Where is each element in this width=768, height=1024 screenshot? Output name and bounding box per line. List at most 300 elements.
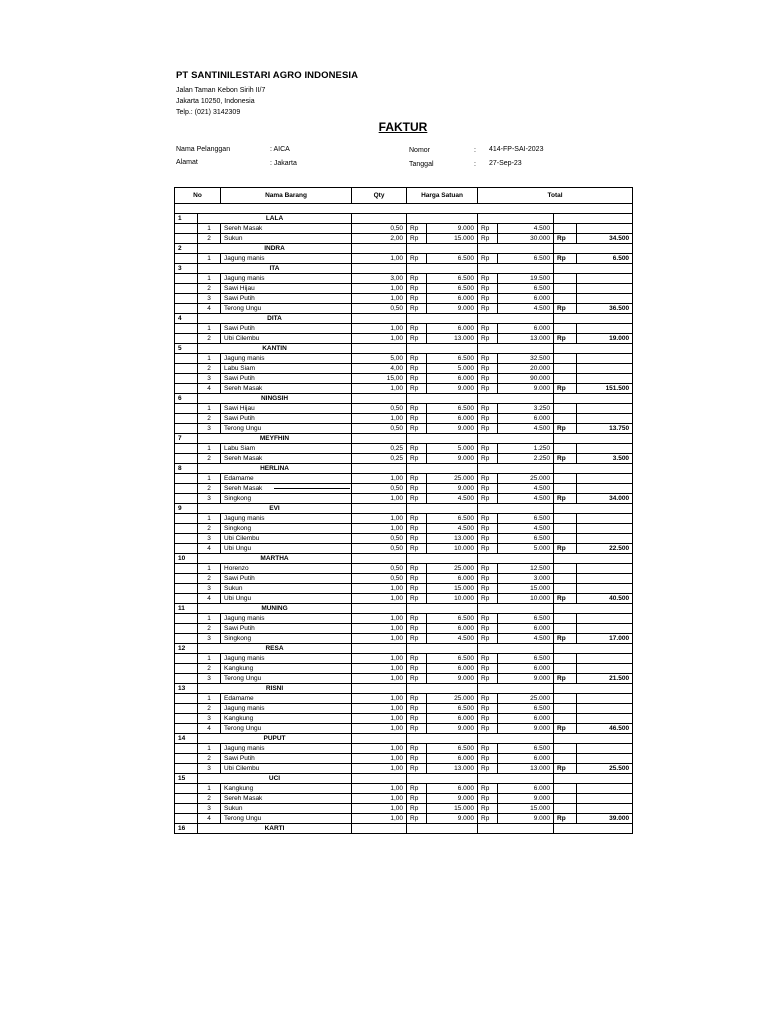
item-qty: 0,25 <box>352 444 407 454</box>
customer-group-row <box>175 824 633 834</box>
table-row <box>175 384 633 394</box>
empty-cell <box>175 544 198 554</box>
table-row <box>175 514 633 524</box>
item-qty: 0,50 <box>352 404 407 414</box>
item-amount: 90.000 <box>498 374 554 384</box>
empty-cell <box>175 614 198 624</box>
item-name: Singkong <box>221 634 352 644</box>
empty-cell <box>577 614 633 624</box>
item-unit-price: 6.500 <box>427 404 478 414</box>
empty-cell <box>478 394 554 404</box>
currency-label: Rp <box>407 634 427 644</box>
currency-label: Rp <box>407 534 427 544</box>
item-qty: 5,00 <box>352 354 407 364</box>
customer-name: RISNI <box>198 684 352 694</box>
empty-cell <box>554 324 577 334</box>
table-row <box>175 804 633 814</box>
customer-group-row <box>175 504 633 514</box>
currency-label: Rp <box>407 234 427 244</box>
empty-cell <box>175 804 198 814</box>
group-number: 2 <box>175 244 198 254</box>
item-qty: 1,00 <box>352 524 407 534</box>
item-number: 1 <box>198 784 221 794</box>
item-amount: 6.000 <box>498 664 554 674</box>
group-total: 19.000 <box>577 334 633 344</box>
customer-value: : AICA <box>270 146 290 153</box>
item-qty: 1,00 <box>352 654 407 664</box>
currency-label: Rp <box>407 664 427 674</box>
empty-cell <box>407 824 478 834</box>
item-unit-price: 6.500 <box>427 254 478 264</box>
item-amount: 9.000 <box>498 724 554 734</box>
currency-label: Rp <box>407 284 427 294</box>
item-unit-price: 9.000 <box>427 484 478 494</box>
item-qty: 1,00 <box>352 724 407 734</box>
empty-cell <box>175 704 198 714</box>
item-name: Kangkung <box>221 714 352 724</box>
item-amount: 15.000 <box>498 804 554 814</box>
empty-cell <box>554 804 577 814</box>
empty-cell <box>175 814 198 824</box>
item-unit-price: 25.000 <box>427 564 478 574</box>
item-qty: 1,00 <box>352 324 407 334</box>
invoice-table-body <box>175 204 633 834</box>
empty-cell <box>352 264 407 274</box>
currency-label: Rp <box>407 764 427 774</box>
currency-label: Rp <box>478 754 498 764</box>
currency-label: Rp <box>407 254 427 264</box>
item-amount: 4.500 <box>498 484 554 494</box>
item-qty: 1,00 <box>352 624 407 634</box>
currency-label: Rp <box>407 424 427 434</box>
empty-cell <box>175 294 198 304</box>
item-number: 3 <box>198 374 221 384</box>
item-number: 1 <box>198 564 221 574</box>
item-unit-price: 6.500 <box>427 514 478 524</box>
currency-label: Rp <box>407 404 427 414</box>
item-amount: 4.500 <box>498 424 554 434</box>
company-address-line-1: Jalan Taman Kebon Sirih II/7 <box>176 87 266 94</box>
empty-cell <box>352 644 407 654</box>
item-unit-price: 15.000 <box>427 234 478 244</box>
table-row <box>175 694 633 704</box>
currency-label: Rp <box>478 404 498 414</box>
empty-cell <box>407 684 478 694</box>
empty-cell <box>554 474 577 484</box>
empty-cell <box>554 354 577 364</box>
group-number: 6 <box>175 394 198 404</box>
currency-label: Rp <box>407 444 427 454</box>
empty-cell <box>478 464 554 474</box>
item-name: Terong Ungu <box>221 424 352 434</box>
item-qty: 1,00 <box>352 744 407 754</box>
item-number: 2 <box>198 524 221 534</box>
currency-label: Rp <box>478 574 498 584</box>
empty-cell <box>577 484 633 494</box>
item-qty: 1,00 <box>352 594 407 604</box>
empty-cell <box>175 484 198 494</box>
currency-label: Rp <box>407 334 427 344</box>
empty-cell <box>175 534 198 544</box>
item-name: Sereh Masak <box>221 384 352 394</box>
empty-cell <box>175 714 198 724</box>
item-name: Kangkung <box>221 664 352 674</box>
currency-label: Rp <box>407 224 427 234</box>
empty-cell <box>175 384 198 394</box>
table-row <box>175 664 633 674</box>
empty-cell <box>577 564 633 574</box>
item-qty: 1,00 <box>352 784 407 794</box>
currency-label: Rp <box>407 364 427 374</box>
group-number: 5 <box>175 344 198 354</box>
customer-name: MEYFHIN <box>198 434 352 444</box>
item-amount: 6.500 <box>498 654 554 664</box>
empty-cell <box>478 344 554 354</box>
empty-cell <box>577 694 633 704</box>
item-amount: 4.500 <box>498 304 554 314</box>
item-name: Ubi Cilembu <box>221 534 352 544</box>
empty-cell <box>407 344 478 354</box>
currency-label: Rp <box>407 724 427 734</box>
item-qty: 1,00 <box>352 254 407 264</box>
item-number: 1 <box>198 274 221 284</box>
currency-label: Rp <box>407 714 427 724</box>
currency-label: Rp <box>478 444 498 454</box>
currency-label: Rp <box>407 744 427 754</box>
currency-label: Rp <box>478 704 498 714</box>
item-name: Terong Ungu <box>221 304 352 314</box>
empty-cell <box>175 594 198 604</box>
item-amount: 9.000 <box>498 794 554 804</box>
company-phone: Telp.: (021) 3142309 <box>176 109 241 116</box>
table-row <box>175 544 633 554</box>
item-amount: 6.500 <box>498 284 554 294</box>
empty-cell <box>175 784 198 794</box>
item-name: Sawi Putih <box>221 574 352 584</box>
item-unit-price: 6.500 <box>427 354 478 364</box>
item-amount: 6.000 <box>498 714 554 724</box>
item-number: 3 <box>198 294 221 304</box>
customer-group-row <box>175 264 633 274</box>
item-unit-price: 6.000 <box>427 624 478 634</box>
item-amount: 9.000 <box>498 384 554 394</box>
currency-label: Rp <box>478 474 498 484</box>
table-row <box>175 524 633 534</box>
item-unit-price: 10.000 <box>427 594 478 604</box>
item-number: 3 <box>198 424 221 434</box>
item-number: 4 <box>198 594 221 604</box>
customer-name: DITA <box>198 314 352 324</box>
empty-cell <box>554 734 633 744</box>
item-number: 4 <box>198 724 221 734</box>
empty-cell <box>554 514 577 524</box>
empty-cell <box>175 254 198 264</box>
company-header <box>176 70 358 118</box>
item-unit-price: 6.000 <box>427 784 478 794</box>
group-total: 46.500 <box>577 724 633 734</box>
currency-label: Rp <box>478 544 498 554</box>
empty-cell <box>554 744 577 754</box>
item-qty: 0,50 <box>352 574 407 584</box>
empty-cell <box>175 454 198 464</box>
empty-cell <box>175 374 198 384</box>
group-number: 4 <box>175 314 198 324</box>
group-number: 1 <box>175 214 198 224</box>
item-unit-price: 6.000 <box>427 714 478 724</box>
empty-cell <box>554 284 577 294</box>
item-number: 1 <box>198 354 221 364</box>
currency-label: Rp <box>478 324 498 334</box>
empty-cell <box>554 644 633 654</box>
table-header-row <box>175 188 633 204</box>
empty-cell <box>407 214 478 224</box>
currency-label: Rp <box>478 334 498 344</box>
empty-cell <box>554 694 577 704</box>
empty-cell <box>554 794 577 804</box>
item-unit-price: 9.000 <box>427 304 478 314</box>
empty-cell <box>407 554 478 564</box>
currency-label: Rp <box>407 294 427 304</box>
group-number: 16 <box>175 824 198 834</box>
currency-label: Rp <box>554 814 577 824</box>
empty-cell <box>554 534 577 544</box>
currency-label: Rp <box>478 664 498 674</box>
currency-label: Rp <box>554 724 577 734</box>
currency-label: Rp <box>478 764 498 774</box>
currency-label: Rp <box>478 234 498 244</box>
item-name: Jagung manis <box>221 254 352 264</box>
currency-label: Rp <box>407 454 427 464</box>
empty-cell <box>577 664 633 674</box>
currency-label: Rp <box>478 494 498 504</box>
empty-cell <box>175 494 198 504</box>
empty-cell <box>407 244 478 254</box>
empty-cell <box>352 504 407 514</box>
invoice-table <box>174 187 633 834</box>
item-name: Jagung manis <box>221 744 352 754</box>
empty-cell <box>577 794 633 804</box>
item-amount: 10.000 <box>498 594 554 604</box>
currency-label: Rp <box>554 674 577 684</box>
empty-cell <box>554 614 577 624</box>
empty-cell <box>175 324 198 334</box>
empty-cell <box>175 764 198 774</box>
item-amount: 30.000 <box>498 234 554 244</box>
item-number: 1 <box>198 224 221 234</box>
item-number: 4 <box>198 814 221 824</box>
item-amount: 32.500 <box>498 354 554 364</box>
currency-label: Rp <box>407 304 427 314</box>
empty-cell <box>577 224 633 234</box>
currency-label: Rp <box>478 534 498 544</box>
item-amount: 25.000 <box>498 694 554 704</box>
item-amount: 4.500 <box>498 224 554 234</box>
company-address-line-2: Jakarta 10250, Indonesia <box>176 98 255 105</box>
table-row <box>175 784 633 794</box>
empty-cell <box>577 524 633 534</box>
item-number: 3 <box>198 634 221 644</box>
item-qty: 1,00 <box>352 704 407 714</box>
item-unit-price: 9.000 <box>427 814 478 824</box>
currency-label: Rp <box>554 544 577 554</box>
item-unit-price: 6.000 <box>427 664 478 674</box>
table-row <box>175 564 633 574</box>
item-number: 2 <box>198 574 221 584</box>
item-number: 3 <box>198 714 221 724</box>
group-total: 21.500 <box>577 674 633 684</box>
item-name: Sukun <box>221 584 352 594</box>
currency-label: Rp <box>407 594 427 604</box>
empty-cell <box>554 264 633 274</box>
empty-cell <box>407 434 478 444</box>
item-qty: 1,00 <box>352 674 407 684</box>
customer-name: INDRA <box>198 244 352 254</box>
empty-cell <box>554 314 633 324</box>
empty-cell <box>478 244 554 254</box>
customer-name: ITA <box>198 264 352 274</box>
item-qty: 1,00 <box>352 814 407 824</box>
empty-cell <box>175 574 198 584</box>
item-unit-price: 5.000 <box>427 444 478 454</box>
customer-name: LALA <box>198 214 352 224</box>
empty-cell <box>352 554 407 564</box>
item-amount: 5.000 <box>498 544 554 554</box>
table-row <box>175 574 633 584</box>
item-number: 1 <box>198 654 221 664</box>
item-unit-price: 13.000 <box>427 764 478 774</box>
item-qty: 1,00 <box>352 334 407 344</box>
item-amount: 6.000 <box>498 784 554 794</box>
empty-cell <box>478 504 554 514</box>
item-amount: 13.000 <box>498 764 554 774</box>
table-row <box>175 614 633 624</box>
currency-label: Rp <box>478 354 498 364</box>
empty-cell <box>577 784 633 794</box>
group-total: 17.000 <box>577 634 633 644</box>
item-unit-price: 13.000 <box>427 534 478 544</box>
table-row <box>175 444 633 454</box>
empty-cell <box>175 474 198 484</box>
empty-cell <box>554 414 577 424</box>
item-unit-price: 25.000 <box>427 474 478 484</box>
empty-cell <box>577 654 633 664</box>
item-amount: 4.500 <box>498 634 554 644</box>
currency-label: Rp <box>478 744 498 754</box>
empty-cell <box>407 394 478 404</box>
item-unit-price: 9.000 <box>427 724 478 734</box>
empty-cell <box>577 534 633 544</box>
spacer-row <box>175 204 633 214</box>
item-name: Labu Siam <box>221 444 352 454</box>
currency-label: Rp <box>407 804 427 814</box>
customer-group-row <box>175 684 633 694</box>
currency-label: Rp <box>407 614 427 624</box>
currency-label: Rp <box>407 794 427 804</box>
currency-label: Rp <box>407 584 427 594</box>
empty-cell <box>175 664 198 674</box>
currency-label: Rp <box>478 224 498 234</box>
currency-label: Rp <box>478 254 498 264</box>
document-title: FAKTUR <box>378 120 428 134</box>
customer-name: MARTHA <box>198 554 352 564</box>
item-qty: 1,00 <box>352 584 407 594</box>
item-amount: 12.500 <box>498 564 554 574</box>
item-qty: 1,00 <box>352 714 407 724</box>
item-qty: 1,00 <box>352 804 407 814</box>
currency-label: Rp <box>407 784 427 794</box>
currency-label: Rp <box>407 524 427 534</box>
currency-label: Rp <box>478 804 498 814</box>
item-name: Sawi Putih <box>221 324 352 334</box>
customer-name: NINGSIH <box>198 394 352 404</box>
group-number: 15 <box>175 774 198 784</box>
item-qty: 3,00 <box>352 274 407 284</box>
empty-cell <box>352 684 407 694</box>
table-row <box>175 234 633 244</box>
empty-cell <box>175 404 198 414</box>
empty-cell <box>554 364 577 374</box>
empty-cell <box>577 714 633 724</box>
item-unit-price: 6.000 <box>427 414 478 424</box>
item-unit-price: 4.500 <box>427 524 478 534</box>
item-number: 2 <box>198 624 221 634</box>
table-row <box>175 284 633 294</box>
empty-cell <box>577 804 633 814</box>
empty-cell <box>175 364 198 374</box>
group-number: 13 <box>175 684 198 694</box>
table-row <box>175 814 633 824</box>
empty-cell <box>478 824 554 834</box>
group-total: 34.000 <box>577 494 633 504</box>
currency-label: Rp <box>478 284 498 294</box>
empty-cell <box>577 624 633 634</box>
currency-label: Rp <box>407 384 427 394</box>
empty-cell <box>175 234 198 244</box>
empty-cell <box>352 394 407 404</box>
table-row <box>175 704 633 714</box>
empty-cell <box>554 754 577 764</box>
item-number: 1 <box>198 614 221 624</box>
table-row <box>175 654 633 664</box>
item-unit-price: 6.500 <box>427 274 478 284</box>
table-row <box>175 294 633 304</box>
currency-label: Rp <box>554 494 577 504</box>
item-qty: 15,00 <box>352 374 407 384</box>
currency-label: Rp <box>554 634 577 644</box>
item-name: Terong Ungu <box>221 674 352 684</box>
empty-cell <box>554 244 633 254</box>
table-row <box>175 584 633 594</box>
currency-label: Rp <box>478 794 498 804</box>
item-unit-price: 9.000 <box>427 674 478 684</box>
empty-cell <box>554 584 577 594</box>
header-total: Total <box>478 188 633 204</box>
currency-label: Rp <box>554 234 577 244</box>
table-row <box>175 304 633 314</box>
customer-group-row <box>175 314 633 324</box>
empty-cell <box>407 314 478 324</box>
item-amount: 6.500 <box>498 704 554 714</box>
currency-label: Rp <box>407 474 427 484</box>
customer-name: HERLINA <box>198 464 352 474</box>
currency-label: Rp <box>407 624 427 634</box>
item-qty: 1,00 <box>352 284 407 294</box>
currency-label: Rp <box>478 414 498 424</box>
item-number: 3 <box>198 674 221 684</box>
item-amount: 6.000 <box>498 294 554 304</box>
empty-cell <box>554 684 633 694</box>
item-unit-price: 6.000 <box>427 574 478 584</box>
